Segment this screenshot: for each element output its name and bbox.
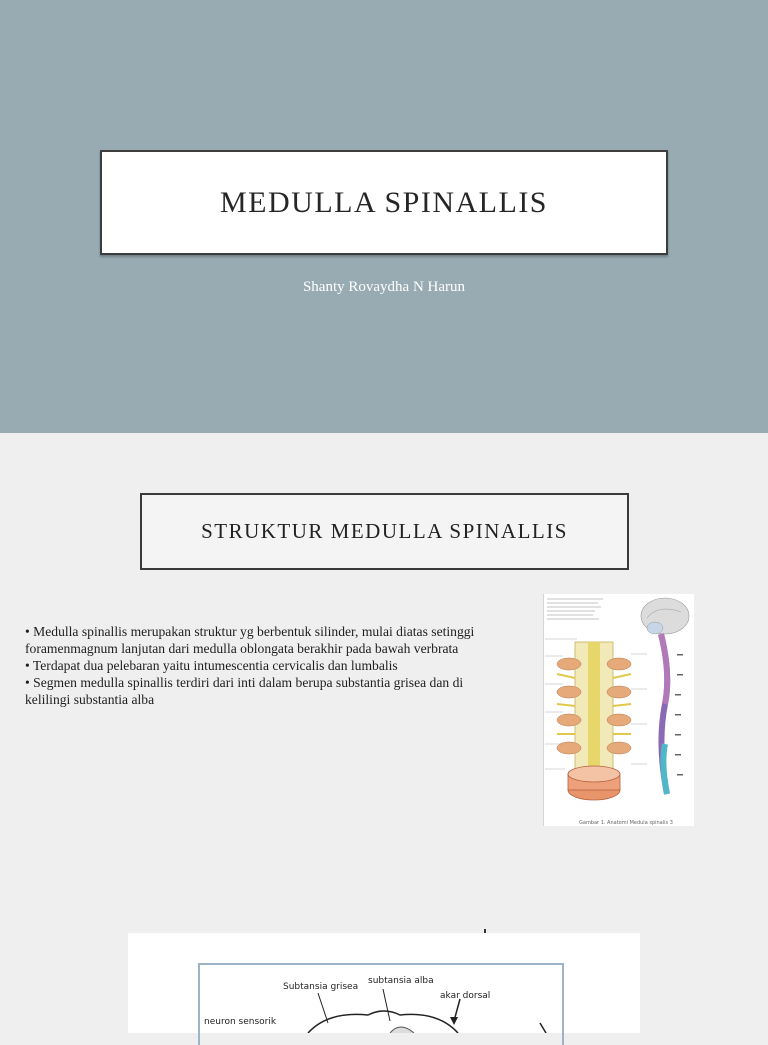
spinal-cord-anatomy-image: [543, 594, 694, 826]
white-matter-label: subtansia alba: [368, 976, 434, 986]
heading-box: [140, 493, 629, 570]
grey-matter-label: Subtansia grisea: [283, 982, 359, 992]
cord-cross-section-image: [128, 933, 640, 1033]
cord-outline: [128, 933, 640, 1033]
slide-title: MEDULLA SPINALLIS: [219, 185, 548, 219]
title-slide: [0, 0, 768, 433]
author-name: Shanty Rovaydha N Harun: [302, 279, 466, 295]
structure-slide: [0, 433, 768, 1027]
bullet-item: • Segmen medulla spinallis terdiri dari inti dalam berupa substantia grisea dan di kelilingi substantia alba: [25, 675, 464, 707]
slide-heading: STRUKTUR MEDULLA SPINALLIS: [201, 519, 568, 543]
bullet-item: • Medulla spinallis merupakan struktur yg berbentuk silinder, mulai diatas setinggi foramenmagnum lanjutan dari medulla oblongata berakhir pada bawah verbrata: [25, 624, 475, 656]
sensory-neuron-label: neuron sensorik: [204, 1017, 277, 1027]
bullet-list: [25, 623, 505, 708]
title-box: [100, 150, 668, 255]
bullet-item: • Terdapat dua pelebaran yaitu intumescentia cervicalis dan lumbalis: [25, 658, 398, 673]
dorsal-root-label: akar dorsal: [440, 991, 491, 1001]
figure-caption: Gambar 1. Anatomi Medula spinalis 3: [579, 820, 673, 826]
